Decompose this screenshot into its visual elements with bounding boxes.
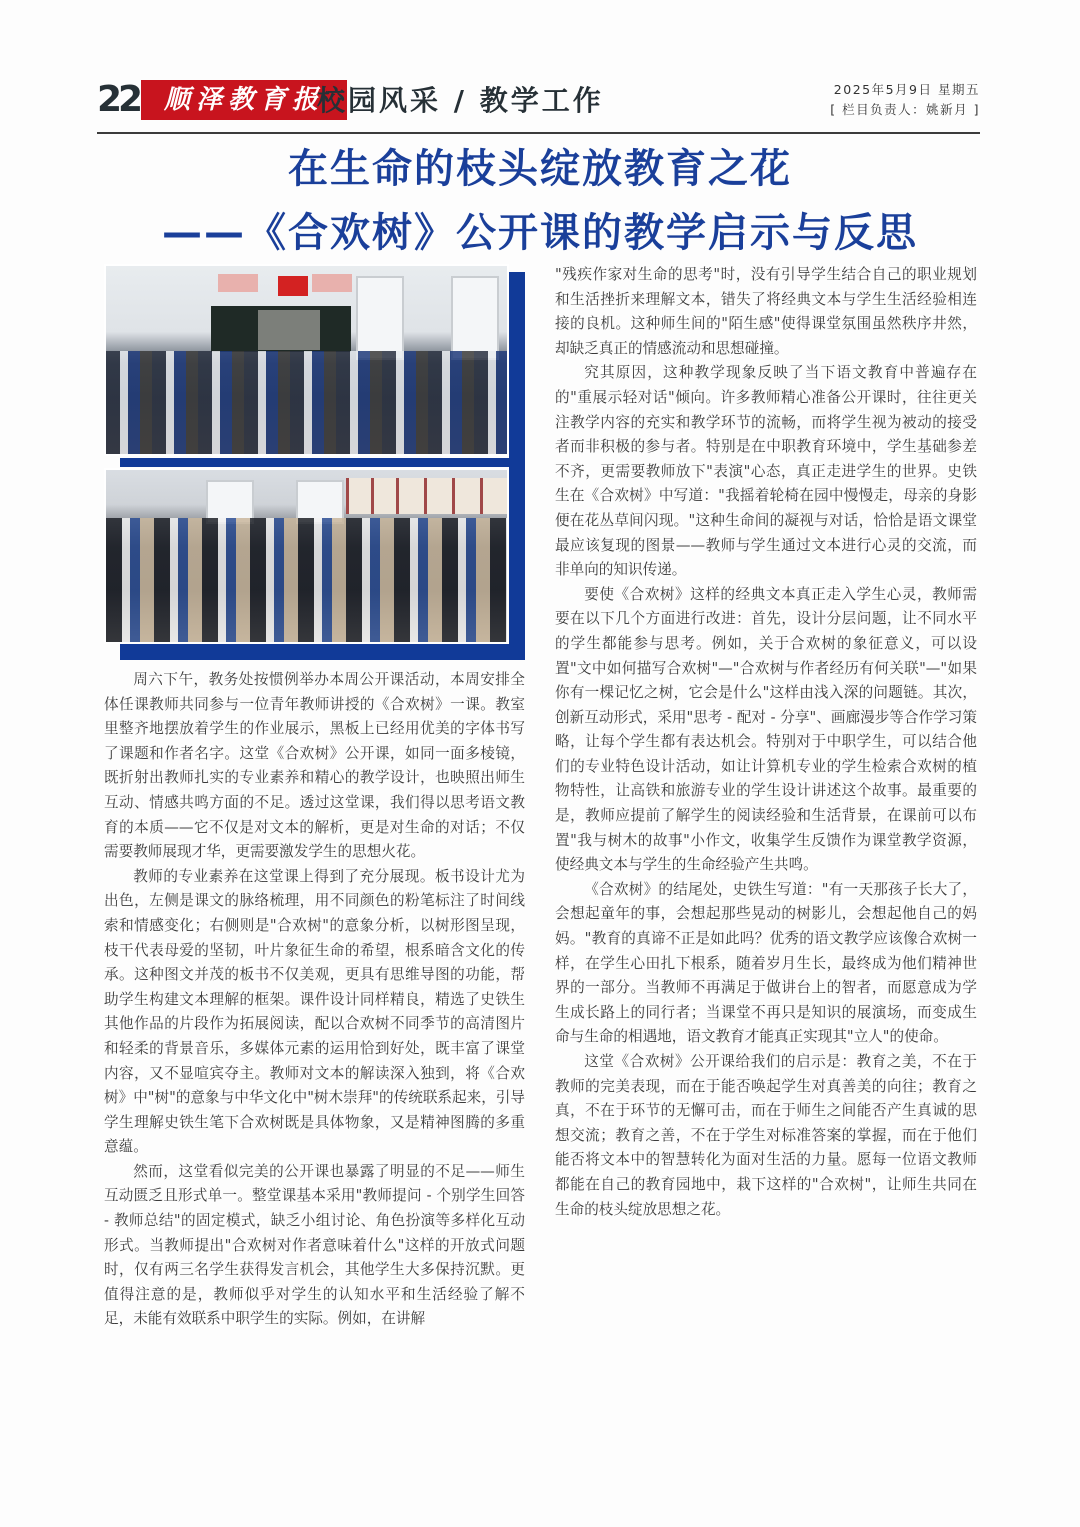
dateline (830, 80, 980, 120)
issue-date: 2025年5月9日 星期五 (833, 82, 980, 97)
paragraph: 然而，这堂看似完美的公开课也暴露了明显的不足——师生互动匮乏且形式单一。整堂课基本采用"教师提问 - 个别学生回答 - 教师总结"的固定模式，缺乏小组讨论、角色扮演等多样化互动形式。当教师提出"合欢树对作者意味着什么"这样的开放式问题时，仅有两三名学生获得发言机会，其他学生大多保持沉默。更值得注意的是，教师似乎对学生的认知水平和生活经验了解不足，未能有效联系中职学生的实际。例如，在讲解 (104, 1162, 525, 1328)
paragraph: 《合欢树》的结尾处，史铁生写道："有一天那孩子长大了，会想起童年的事，会想起那些晃动的树影儿，会想起他自己的妈妈。"教育的真谛不正是如此吗？优秀的语文教学应该像合欢树一样，在学生心田扎下根系，随着岁月生长，最终成为他们精神世界的一部分。当教师不再满足于做讲台上的智者，而愿意成为学生成长路上的同行者；当课堂不再只是知识的展演场，而变成生命与生命的相遇地，语文教育才能真正实现其"立人"的使命。 (555, 880, 977, 1046)
paragraph: 教师的专业素养在这堂课上得到了充分展现。板书设计尤为出色，左侧是课文的脉络梳理，用不同颜色的粉笔标注了时间线索和情感变化；右侧则是"合欢树"的意象分析，以树形图呈现，枝干代表母爱的坚韧，叶片象征生命的希望，根系暗含文化的传承。这种图文并茂的板书不仅美观，更具有思维导图的功能，帮助学生构建文本理解的框架。课件设计同样精良，精选了史铁生其他作品的片段作为拓展阅读，配以合欢树不同季节的高清图片和轻柔的背景音乐，多媒体元素的运用恰到好处，既丰富了课堂内容，又不显喧宾夺主。教师对文本的解读深入独到，将《合欢树》中"树"的意象与中华文化中"树木崇拜"的传统联系起来，引导学生理解史铁生笔下合欢树既是具体物象，又是精神图腾的多重意蕴。 (104, 867, 525, 1156)
section-title: 校园风采 / 教学工作 (317, 84, 604, 117)
article-column-left (104, 668, 525, 1332)
page-number: 22 (97, 79, 140, 120)
paragraph: 这堂《合欢树》公开课给我们的启示是：教育之美，不在于教师的完美表现，而在于能否唤起学生对真善美的向往；教育之真，不在于环节的无懈可击，而在于师生之间能否产生真诚的思想交流；教育之善，不在于学生对标准答案的掌握，而在于他们能否将文本中的智慧转化为面对生活的力量。愿每一位语文教师都能在自己的教育园地中，栽下这样的"合欢树"，让师生共同在生命的枝头绽放思想之花。 (555, 1053, 977, 1218)
page-header (97, 78, 980, 126)
photo-block (104, 262, 525, 660)
photo-frame-bar (120, 644, 525, 660)
window (356, 276, 404, 360)
certificate-frame (396, 478, 425, 514)
projected-slide (258, 310, 320, 350)
paragraph: 要使《合欢树》这样的经典文本真正走入学生心灵，教师需要在以下几个方面进行改进：首先，设计分层问题，让不同水平的学生都能参与思考。例如，关于合欢树的象征意义，可以设置"文中如何描写合欢树"—"合欢树与作者经历有何关联"—"如果你有一棵记忆之树，它会是什么"这样由浅入深的问题链。其次，创新互动形式，采用"思考 - 配对 - 分享"、画廊漫步等合作学习策略，让每个学生都有表达机会。特别对于中职学生，可以结合他们的专业特色设计活动，如让计算机专业的学生检索合欢树的植物特性，让高铁和旅游专业的学生设计讲述这个故事。最重要的是，教师应提前了解学生的阅读经验和生活背景，在课前可以布置"我与树木的故事"小作文，收集学生反馈作为课堂教学资源，使经典文本与学生的生命经验产生共鸣。 (555, 585, 977, 874)
photo-frame-bar (120, 458, 525, 467)
article-subtitle: ——《合欢树》公开课的教学启示与反思 (162, 210, 918, 256)
newspaper-masthead: 顺泽教育报 (141, 80, 347, 120)
students-seated (106, 351, 507, 454)
certificate-frame (452, 478, 481, 514)
paragraph: 究其原因，这种教学现象反映了当下语文教育中普遍存在的"重展示轻对话"倾向。许多教师精心准备公开课时，往往更关注教学内容的充实和教学环节的流畅，而将学生视为被动的接受者而非积极的参与者。特别是在中职教育环境中，学生基础参差不齐，更需要教师放下"表演"心态，真正走进学生的世界。史铁生在《合欢树》中写道："我摇着轮椅在园中慢慢走，母亲的身影便在花丛草间闪现。"这种生命间的凝视与对话，恰恰是语文课堂最应该复现的图景——教师与学生通过文本进行心灵的交流，而非单向的知识传递。 (555, 364, 977, 579)
column-editor: [ 栏目负责人：姚新月 ] (830, 102, 980, 117)
window (451, 276, 499, 360)
article-title: 在生命的枝头绽放教育之花 (288, 146, 792, 192)
certificate-frame (480, 478, 509, 514)
classroom-photo-students-reading (104, 468, 509, 644)
national-flag (278, 276, 308, 296)
article-column-right (555, 263, 977, 1222)
header-rule (97, 132, 980, 134)
paragraph: 周六下午，教务处按惯例举办本周公开课活动，本周安排全体任课教师共同参与一位青年教师讲授的《合欢树》一课。教室里整齐地摆放着学生的作业展示，黑板上已经用优美的字体书写了课题和作者名字。这堂《合欢树》公开课，如同一面多棱镜，既折射出教师扎实的专业素养和精心的教学设计，也映照出师生互动、情感共鸣方面的不足。透过这堂课，我们得以思考语文教育的本质——它不仅是对文本的解析，更是对生命的对话；不仅需要教师展现才华，更需要激发学生的思想火花。 (104, 671, 525, 861)
slogan-banner (312, 274, 352, 292)
classroom-photo-teacher (104, 264, 509, 456)
students-reading (106, 518, 507, 642)
paragraph-continuation: "残疾作家对生命的思考"时，没有引导学生结合自己的职业规划和生活挫折来理解文本，错失了将经典文本与学生生活经验相连接的良机。这种师生间的"陌生感"使得课堂氛围虽然秩序井然，却缺乏真正的情感流动和思想碰撞。 (555, 266, 977, 357)
slogan-banner (218, 274, 258, 292)
certificate-frame (424, 478, 453, 514)
